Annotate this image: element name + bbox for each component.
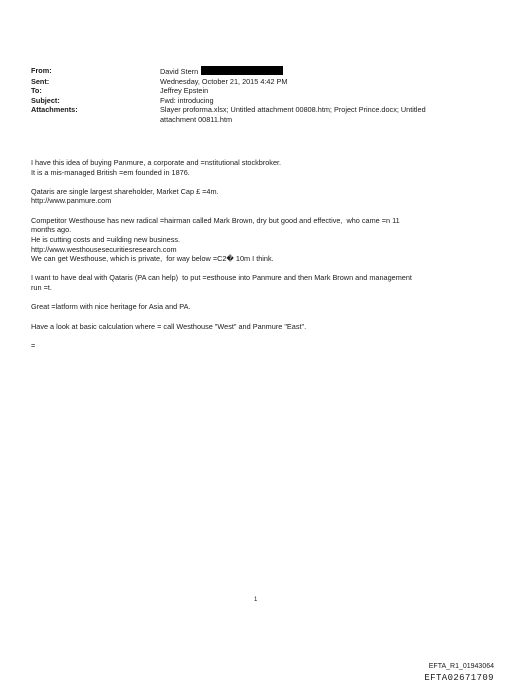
to-value: Jeffrey Epstein [160, 86, 209, 96]
body-line: months ago. [31, 225, 72, 235]
sent-value: Wednesday, October 21, 2015 4:42 PM [160, 76, 288, 86]
body-line: Great =latform with nice heritage for Asia and PA. [31, 302, 191, 312]
redaction-bar [201, 66, 283, 75]
email-header [31, 66, 481, 125]
sent-row [31, 77, 481, 87]
paragraph-7 [31, 341, 481, 351]
sent-label: Sent: [31, 76, 50, 86]
subject-row [31, 96, 481, 106]
body-link: http://www.panmure.com [31, 196, 112, 206]
email-body [31, 158, 481, 360]
bates-number-2: EFTA02671709 [424, 673, 494, 683]
subject-label: Subject: [31, 95, 60, 105]
page-number: 1 [254, 597, 258, 603]
body-link: http://www.westhousesecuritiesresearch.com [31, 244, 177, 254]
attachments-label: Attachments: [31, 105, 78, 115]
attachments-line-1: Slayer proforma.xlsx; Untitled attachment 00808.htm; Project Prince.docx; Untitled [160, 105, 426, 115]
sender-name: David Stern [160, 67, 199, 76]
paragraph-1 [31, 158, 481, 177]
paragraph-3 [31, 216, 481, 264]
from-row [31, 66, 481, 77]
body-line: = [31, 340, 36, 350]
body-line: run =t. [31, 283, 52, 292]
paragraph-4 [31, 273, 481, 292]
body-line: It is a mis-managed British =em founded in 1876. [31, 167, 190, 177]
to-row [31, 86, 481, 96]
body-line: Have a look at basic calculation where = call Westhouse "West" and Panmure "East". [31, 321, 307, 331]
to-label: To: [31, 86, 42, 96]
attachments-line-2: attachment 00811.htm [160, 114, 233, 124]
from-value [160, 66, 481, 77]
paragraph-6 [31, 322, 481, 332]
body-line: I want to have deal with Qataris (PA can help) to put =esthouse into Panmure and then Mark Brown and management [31, 273, 412, 283]
paragraph-2 [31, 187, 481, 206]
attachments-value [160, 105, 481, 124]
bates-number-1: EFTA_R1_01943064 [428, 663, 494, 670]
body-line: He is cutting costs and =uilding new business. [31, 234, 181, 244]
body-line: We can get Westhouse, which is private, for way below =C2� 10m I think. [31, 254, 274, 264]
attachments-row [31, 105, 481, 124]
body-line: Qataris are single largest shareholder, Market Cap £ =4m. [31, 186, 219, 196]
paragraph-5 [31, 302, 481, 312]
subject-value: Fwd: introducing [160, 95, 214, 105]
body-line: Competitor Westhouse has new radical =hairman called Mark Brown, dry but good and effective, who came =n 11 [31, 215, 400, 225]
from-label: From: [31, 66, 52, 75]
body-line: I have this idea of buying Panmure, a corporate and =nstitutional stockbroker. [31, 158, 282, 167]
